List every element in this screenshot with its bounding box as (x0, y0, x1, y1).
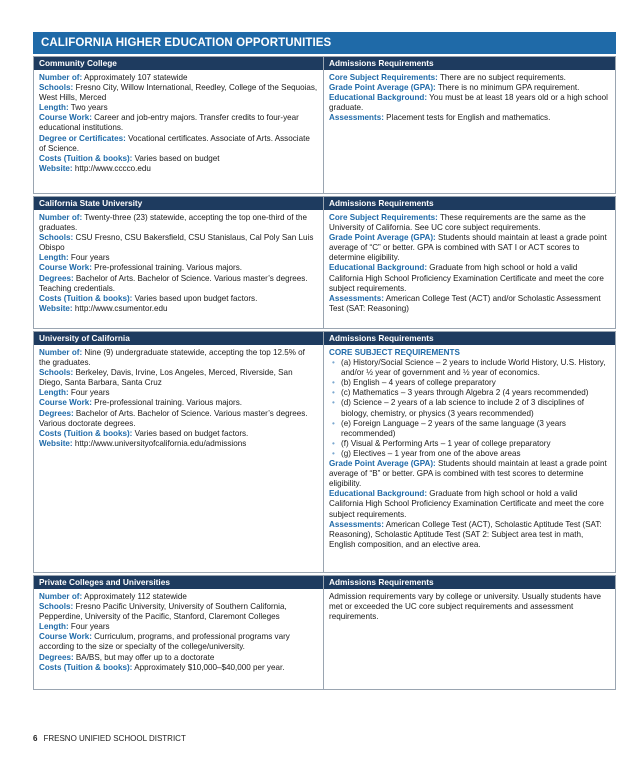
list-item: • (e) Foreign Language – 2 years of the same language (3 years recommended) (329, 419, 610, 439)
admissions-column (324, 57, 615, 193)
field-schools: Schools: Berkeley, Davis, Irvine, Los Angeles, Merced, Riverside, San Diego, Santa Barbara, Santa Cruz (39, 368, 293, 388)
section-community-college (33, 56, 616, 194)
admissions-header: Admissions Requirements (324, 332, 615, 345)
req-gpa: Grade Point Average (GPA): Students should maintain at least a grade point average of “C” or better. GPA is combined with SAT I or ACT scores to determine eligibility. (329, 233, 607, 263)
program-details-column (34, 197, 324, 328)
page-number: 6 (33, 734, 38, 743)
core-subject-heading: CORE SUBJECT REQUIREMENTS (329, 348, 460, 357)
list-item: • (a) History/Social Science – 2 years to include World History, U.S. History, and/or ½ year of government and ½ year of economics. (329, 358, 610, 378)
req-background: Educational Background: You must be at least 18 years old or a high school graduate. (329, 93, 608, 113)
req-core: Core Subject Requirements: There are no subject requirements. (329, 73, 566, 82)
field-costs: Costs (Tuition & books): Varies based on budget factors. (39, 428, 249, 438)
req-assessments: Assessments: Placement tests for English and mathematics. (329, 113, 551, 123)
section-header: California State University (34, 197, 323, 210)
section-header: University of California (34, 332, 323, 345)
footer-text: FRESNO UNIFIED SCHOOL DISTRICT (43, 734, 186, 743)
admissions-note: Admission requirements vary by college or university. Usually students have met or exceeded the UC core subject requirements and assessment requirements. (329, 592, 602, 622)
field-number: Number of: Nine (9) undergraduate statewide, accepting the top 12.5% of the graduates. (39, 348, 305, 368)
list-item: • (g) Electives – 1 year from one of the above areas (329, 449, 610, 459)
admissions-header: Admissions Requirements (324, 576, 615, 589)
list-item: • (f) Visual & Performing Arts – 1 year of college preparatory (329, 439, 610, 449)
field-schools: Schools: CSU Fresno, CSU Bakersfield, CSU Stanislaus, Cal Poly San Luis Obispo (39, 233, 314, 253)
core-subject-list (329, 358, 610, 459)
admissions-column (324, 576, 615, 689)
section-header: Community College (34, 57, 323, 70)
page (33, 32, 616, 690)
field-length: Length: Four years (39, 622, 110, 632)
req-gpa: Grade Point Average (GPA): There is no minimum GPA requirement. (329, 83, 580, 93)
list-item: • (b) English – 4 years of college preparatory (329, 378, 610, 388)
section-header: Private Colleges and Universities (34, 576, 323, 589)
req-background: Educational Background: Graduate from high school or hold a valid California High School Proficiency Examination Certificate and meet the core subject requirements. (329, 489, 604, 519)
field-number: Number of: Approximately 112 statewide (39, 592, 187, 601)
field-number: Number of: Twenty-three (23) statewide, accepting the top one-third of the graduates. (39, 213, 307, 233)
admissions-column (324, 332, 615, 572)
field-length: Length: Two years (39, 103, 108, 113)
admissions-header: Admissions Requirements (324, 57, 615, 70)
field-degrees: Degrees: Bachelor of Arts. Bachelor of Science. Various master’s degrees. Teaching credentials. (39, 273, 308, 293)
field-course-work: Course Work: Career and job-entry majors. Transfer credits to four-year educational institutions. (39, 113, 299, 133)
program-details-column (34, 576, 324, 689)
program-details-column (34, 57, 324, 193)
admissions-header: Admissions Requirements (324, 197, 615, 210)
field-degrees: Degrees: Bachelor of Arts. Bachelor of Science. Various master’s degrees. Various doctorate degrees. (39, 408, 308, 428)
field-costs: Costs (Tuition & books): Approximately $10,000–$40,000 per year. (39, 662, 285, 672)
admissions-column (324, 197, 615, 328)
req-background: Educational Background: Graduate from high school or hold a valid California High School Proficiency Examination Certificate and meet the core subject requirements. (329, 263, 604, 293)
list-item: • (c) Mathematics – 3 years through Algebra 2 (4 years recommended) (329, 388, 610, 398)
field-length: Length: Four years (39, 388, 110, 398)
field-degrees: Degrees: BA/BS, but may offer up to a doctorate (39, 652, 215, 662)
page-title: CALIFORNIA HIGHER EDUCATION OPPORTUNITIES (33, 32, 616, 54)
req-core: Core Subject Requirements: These requirements are the same as the University of California. See UC core subject requirements. (329, 213, 586, 233)
field-length: Length: Four years (39, 253, 110, 263)
page-footer (33, 734, 186, 743)
field-schools: Schools: Fresno Pacific University, University of Southern California, Pepperdine, University of the Pacific, Stanford, Claremont Colleges (39, 602, 287, 622)
field-costs: Costs (Tuition & books): Varies based on budget (39, 153, 220, 163)
field-degrees: Degree or Certificates: Vocational certificates. Associate of Arts. Associate of Science. (39, 133, 310, 153)
field-course-work: Course Work: Pre-professional training. Various majors. (39, 263, 243, 273)
req-gpa: Grade Point Average (GPA): Students should maintain at least a grade point average of “B” or better. GPA is combined with test scores to determine eligibility. (329, 459, 607, 489)
field-website: Website: http://www.cccco.edu (39, 163, 151, 173)
field-number: Number of: Approximately 107 statewide (39, 73, 188, 82)
section-csu (33, 196, 616, 329)
field-website: Website: http://www.universityofcalifornia.edu/admissions (39, 438, 247, 448)
req-assessments: Assessments: American College Test (ACT) and/or Scholastic Assessment Test (SAT: Reasoning) (329, 293, 601, 313)
field-schools: Schools: Fresno City, Willow International, Reedley, College of the Sequoias, West Hills, Merced (39, 83, 318, 103)
program-details-column (34, 332, 324, 572)
field-costs: Costs (Tuition & books): Varies based upon budget factors. (39, 293, 258, 303)
field-course-work: Course Work: Curriculum, programs, and professional programs vary according to the size or specialty of the college/university. (39, 632, 290, 652)
field-course-work: Course Work: Pre-professional training. Various majors. (39, 398, 243, 408)
field-website: Website: http://www.csumentor.edu (39, 303, 168, 313)
req-assessments: Assessments: American College Test (ACT), Scholastic Aptitude Test (SAT: Reasoning), Scholastic Aptitude Test (SAT 2: Subject area test in math, English composition, and an elective area. (329, 519, 602, 549)
list-item: • (d) Science – 2 years of a lab science to include 2 of 3 disciplines of biology, chemistry, or physics (3 years recommended) (329, 398, 610, 418)
section-uc (33, 331, 616, 573)
section-private (33, 575, 616, 690)
